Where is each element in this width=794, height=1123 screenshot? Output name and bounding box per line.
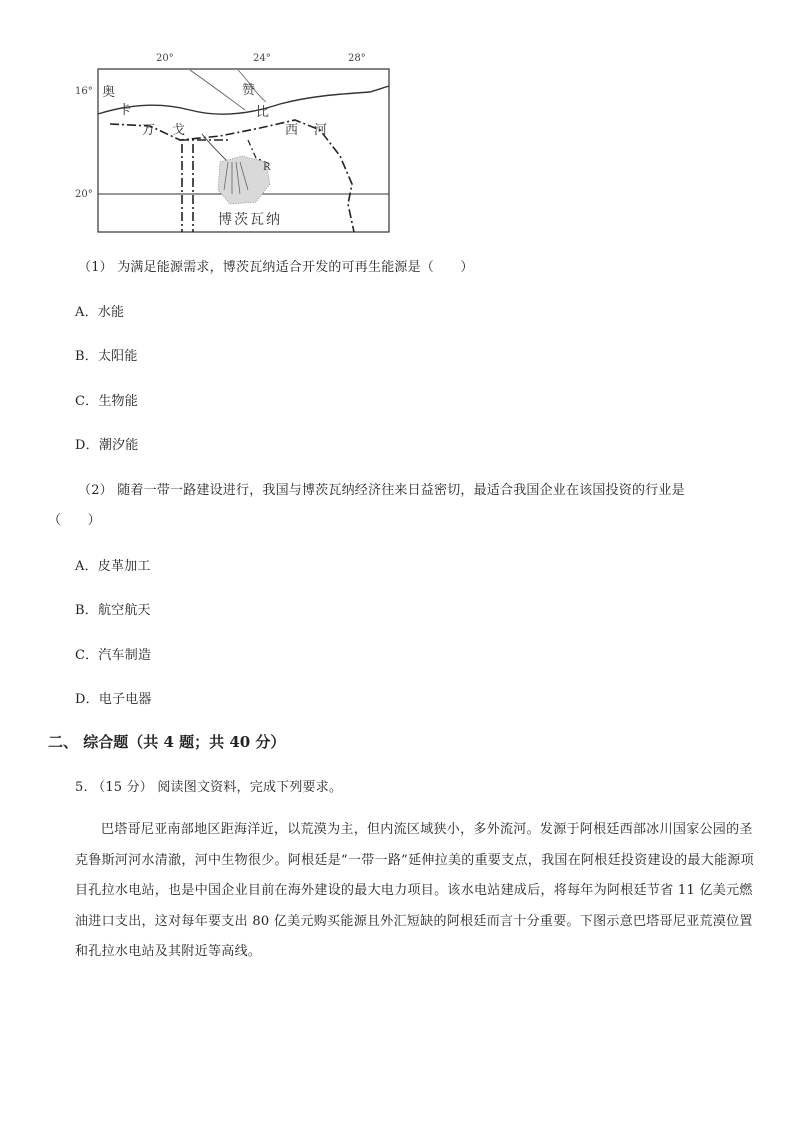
map-figure	[70, 44, 400, 240]
place-label-ge: 戈	[172, 123, 186, 138]
q1-option-b[interactable]: B．太阳能	[75, 349, 138, 364]
place-label-bi: 比	[256, 105, 270, 120]
q2-stem-line2: （ ）	[48, 513, 101, 528]
river-upper	[190, 70, 245, 110]
place-label-fang: 万	[142, 123, 156, 138]
place-label-xi: 西	[285, 123, 299, 138]
place-label-r: R	[263, 162, 271, 173]
lat-label-16: 16°	[75, 86, 93, 97]
q2-option-d[interactable]: D．电子电器	[75, 692, 152, 707]
lon-label-28: 28°	[348, 53, 366, 64]
q2-stem-line1: （2） 随着一带一路建设进行，我国与博茨瓦纳经济往来日益密切，最适合我国企业在该国投资的行业是	[78, 483, 685, 498]
place-label-bozwana: 博茨瓦纳	[218, 212, 282, 228]
q1-option-d[interactable]: D．潮汐能	[75, 438, 139, 453]
q2-option-a[interactable]: A．皮革加工	[75, 559, 151, 574]
q5-title: 5. （15 分） 阅读图文资料，完成下列要求。	[75, 780, 343, 795]
q2-option-b[interactable]: B．航空航天	[75, 603, 151, 618]
q1-stem: （1） 为满足能源需求，博茨瓦纳适合开发的可再生能源是（ ）	[78, 260, 474, 275]
place-label-ka: 卡	[118, 103, 132, 118]
section-heading: 二、 综合题（共 4 题；共 40 分）	[48, 733, 286, 751]
lon-label-24: 24°	[253, 53, 271, 64]
place-label-ao: 奥	[102, 85, 116, 100]
q5-paragraph: 巴塔哥尼亚南部地区距海洋近，以荒漠为主，但内流区域狭小，多外流河。发源于阿根廷西部冰川国家公园的圣克鲁斯河河水清澈，河中生物很少。阿根廷是“一带一路”延伸拉美的重要支点，我国在阿根廷投资建设的最大能源项目孔拉水电站，也是中国企业目前在海外建设的最大电力项目。该水电站建成后，将每年为阿根廷节省 11 亿美元燃油进口支出，这对每年要支出 80 亿美元购买能源且外汇短缺的阿根廷而言十分重要。下图示意巴塔哥尼亚荒漠位置和孔拉水电站及其附近等高线。	[75, 822, 754, 959]
q2-option-c[interactable]: C．汽车制造	[75, 648, 152, 663]
lat-label-20: 20°	[75, 189, 93, 200]
place-label-he: 河	[314, 123, 328, 138]
lon-label-20: 20°	[156, 53, 174, 64]
place-label-zan: 赞	[242, 83, 256, 98]
q1-option-a[interactable]: A．水能	[75, 305, 125, 320]
okavango-river	[202, 134, 228, 162]
q1-option-c[interactable]: C．生物能	[75, 394, 138, 409]
